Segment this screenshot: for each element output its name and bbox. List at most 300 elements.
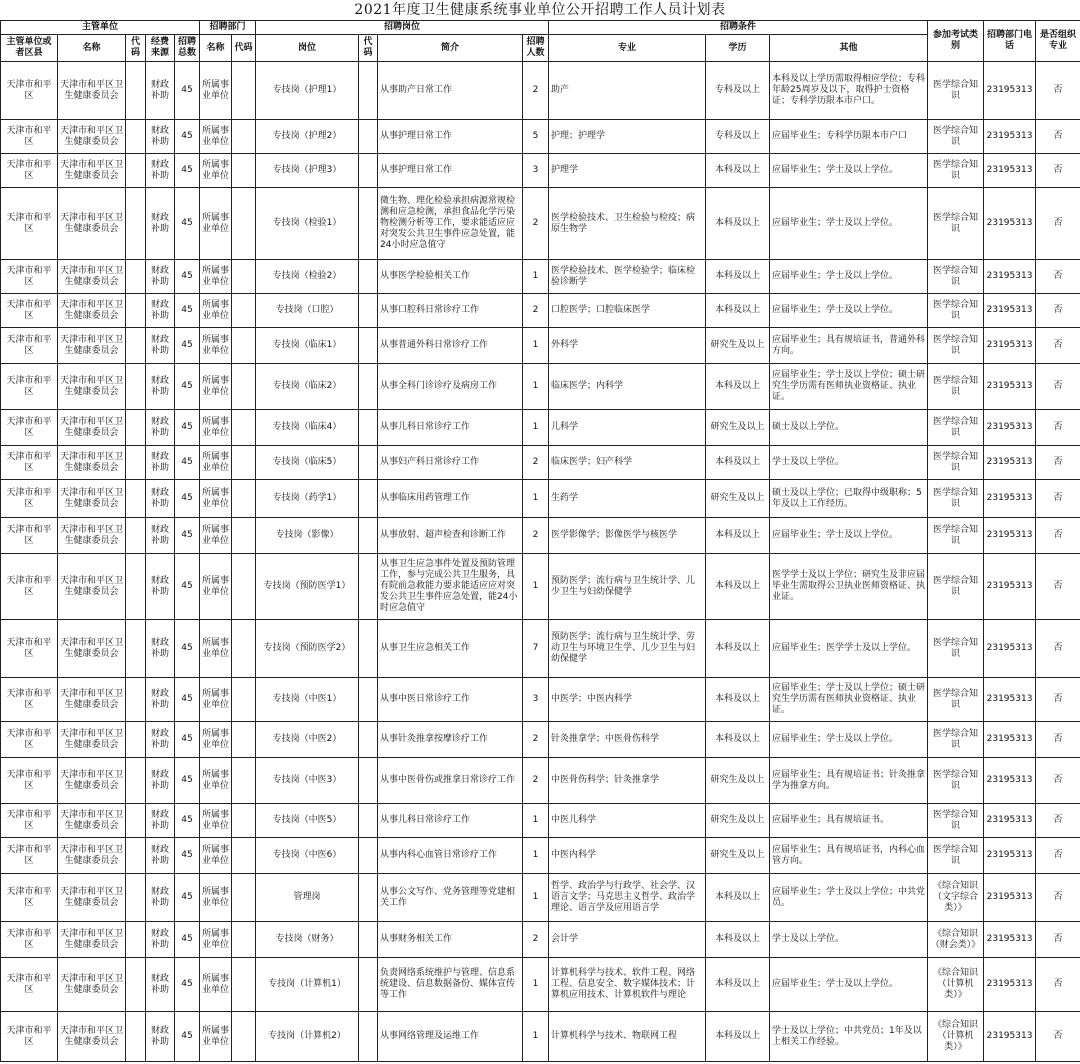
cell-exam: 医学综合知识	[928, 838, 984, 874]
cell-funding: 财政补助	[146, 364, 175, 410]
cell-position-code	[359, 154, 378, 188]
cell-dept-name: 所属事业单位	[200, 410, 232, 446]
cell-dept-name: 所属事业单位	[200, 480, 232, 518]
table-row	[1, 958, 1080, 1012]
cell-description: 从事中医骨伤或推拿日常诊疗工作	[378, 758, 523, 804]
cell-dept-code	[232, 410, 256, 446]
cell-exam: 医学综合知识	[928, 446, 984, 480]
table-row	[1, 838, 1080, 874]
table-row	[1, 62, 1080, 120]
cell-count: 1	[523, 480, 549, 518]
cell-authority-code	[126, 518, 146, 554]
cell-major: 预防医学；流行病与卫生统计学、儿少卫生与妇幼保健学	[549, 554, 706, 620]
cell-region: 天津市和平区	[1, 958, 58, 1012]
cell-education: 研究生及以上	[706, 410, 770, 446]
cell-major: 计算机科学与技术、物联网工程	[549, 1012, 706, 1062]
cell-exam: 医学综合知识	[928, 62, 984, 120]
cell-organized: 否	[1036, 758, 1080, 804]
cell-dept-name: 所属事业单位	[200, 874, 232, 922]
cell-education: 本科及以上	[706, 874, 770, 922]
cell-count: 1	[523, 410, 549, 446]
cell-phone: 23195313	[984, 518, 1036, 554]
cell-funding: 财政补助	[146, 1012, 175, 1062]
cell-position-code	[359, 1012, 378, 1062]
cell-total: 45	[175, 480, 200, 518]
cell-authority-code	[126, 1012, 146, 1062]
cell-organized: 否	[1036, 678, 1080, 722]
cell-position-code	[359, 554, 378, 620]
cell-position: 专技岗（临床2）	[256, 364, 359, 410]
cell-position-code	[359, 188, 378, 260]
cell-dept-code	[232, 154, 256, 188]
cell-position: 专技岗（中医2）	[256, 722, 359, 758]
cell-major: 针灸推拿学；中医骨伤科学	[549, 722, 706, 758]
table-row	[1, 922, 1080, 958]
cell-major: 口腔医学；口腔临床医学	[549, 294, 706, 328]
cell-organized: 否	[1036, 620, 1080, 678]
cell-education: 本科及以上	[706, 620, 770, 678]
cell-exam: 医学综合知识	[928, 518, 984, 554]
cell-other: 应届毕业生；具有规培证书，普通外科方向。	[770, 328, 928, 364]
cell-phone: 23195313	[984, 62, 1036, 120]
cell-position: 专技岗（临床4）	[256, 410, 359, 446]
cell-dept-code	[232, 722, 256, 758]
cell-count: 2	[523, 722, 549, 758]
cell-region: 天津市和平区	[1, 410, 58, 446]
cell-authority: 天津市和平区卫生健康委员会	[58, 922, 126, 958]
cell-dept-code	[232, 758, 256, 804]
cell-funding: 财政补助	[146, 410, 175, 446]
cell-authority: 天津市和平区卫生健康委员会	[58, 62, 126, 120]
cell-other: 硕士及以上学位；已取得中级职称；5年及以上工作经历。	[770, 480, 928, 518]
cell-exam: 《综合知识（计算机类）》	[928, 1012, 984, 1062]
cell-total: 45	[175, 328, 200, 364]
table-row	[1, 154, 1080, 188]
cell-position: 专技岗（护理1）	[256, 62, 359, 120]
cell-count: 1	[523, 958, 549, 1012]
cell-funding: 财政补助	[146, 758, 175, 804]
cell-region: 天津市和平区	[1, 446, 58, 480]
cell-position: 专技岗（预防医学2）	[256, 620, 359, 678]
cell-region: 天津市和平区	[1, 260, 58, 294]
cell-education: 本科及以上	[706, 554, 770, 620]
table-row	[1, 1012, 1080, 1062]
cell-other: 本科及以上学历需取得相应学位；专科年龄25周岁及以下，取得护士资格证；专科学历限本市户口。	[770, 62, 928, 120]
cell-region: 天津市和平区	[1, 922, 58, 958]
cell-exam: 医学综合知识	[928, 188, 984, 260]
cell-description: 从事放射、超声检查和诊断工作	[378, 518, 523, 554]
cell-major: 计算机科学与技术、软件工程、网络工程、信息安全、数字媒体技术；计算机应用技术、计算机软件与理论	[549, 958, 706, 1012]
cell-organized: 否	[1036, 554, 1080, 620]
cell-education: 本科及以上	[706, 188, 770, 260]
cell-description: 从事妇产科日常诊疗工作	[378, 446, 523, 480]
cell-dept-name: 所属事业单位	[200, 804, 232, 838]
cell-organized: 否	[1036, 120, 1080, 154]
cell-exam: 医学综合知识	[928, 722, 984, 758]
cell-position-code	[359, 62, 378, 120]
cell-dept-code	[232, 922, 256, 958]
cell-authority-code	[126, 958, 146, 1012]
table-row	[1, 446, 1080, 480]
cell-funding: 财政补助	[146, 518, 175, 554]
cell-organized: 否	[1036, 518, 1080, 554]
cell-other: 学士及以上学位。	[770, 446, 928, 480]
cell-position-code	[359, 364, 378, 410]
cell-position: 专技岗（中医5）	[256, 804, 359, 838]
cell-position-code	[359, 804, 378, 838]
cell-phone: 23195313	[984, 188, 1036, 260]
cell-authority-code	[126, 678, 146, 722]
cell-organized: 否	[1036, 446, 1080, 480]
cell-phone: 23195313	[984, 678, 1036, 722]
cell-dept-name: 所属事业单位	[200, 154, 232, 188]
cell-position: 专技岗（财务）	[256, 922, 359, 958]
cell-authority: 天津市和平区卫生健康委员会	[58, 620, 126, 678]
cell-funding: 财政补助	[146, 838, 175, 874]
header-authority-code: 代码	[126, 35, 146, 62]
cell-exam: 医学综合知识	[928, 804, 984, 838]
table-row	[1, 620, 1080, 678]
header-total: 招聘总数	[175, 35, 200, 62]
cell-dept-code	[232, 620, 256, 678]
cell-position: 专技岗（临床5）	[256, 446, 359, 480]
cell-dept-name: 所属事业单位	[200, 518, 232, 554]
cell-position: 专技岗（临床1）	[256, 328, 359, 364]
cell-total: 45	[175, 294, 200, 328]
cell-exam: 医学综合知识	[928, 154, 984, 188]
cell-position: 专技岗（计算机2）	[256, 1012, 359, 1062]
table-row	[1, 188, 1080, 260]
cell-region: 天津市和平区	[1, 554, 58, 620]
cell-position: 专技岗（预防医学1）	[256, 554, 359, 620]
cell-phone: 23195313	[984, 364, 1036, 410]
cell-position: 专技岗（口腔）	[256, 294, 359, 328]
cell-total: 45	[175, 620, 200, 678]
cell-description: 从事针灸推拿按摩诊疗工作	[378, 722, 523, 758]
cell-exam: 医学综合知识	[928, 758, 984, 804]
cell-authority: 天津市和平区卫生健康委员会	[58, 410, 126, 446]
cell-authority: 天津市和平区卫生健康委员会	[58, 518, 126, 554]
cell-education: 研究生及以上	[706, 758, 770, 804]
cell-position-code	[359, 446, 378, 480]
cell-description: 从事医学检验相关工作	[378, 260, 523, 294]
cell-total: 45	[175, 154, 200, 188]
cell-count: 1	[523, 838, 549, 874]
cell-position: 专技岗（计算机1）	[256, 958, 359, 1012]
cell-phone: 23195313	[984, 874, 1036, 922]
cell-funding: 财政补助	[146, 188, 175, 260]
cell-position-code	[359, 922, 378, 958]
cell-position: 专技岗（影像）	[256, 518, 359, 554]
cell-organized: 否	[1036, 328, 1080, 364]
cell-dept-name: 所属事业单位	[200, 1012, 232, 1062]
cell-region: 天津市和平区	[1, 294, 58, 328]
table-row	[1, 758, 1080, 804]
cell-region: 天津市和平区	[1, 678, 58, 722]
cell-education: 本科及以上	[706, 722, 770, 758]
cell-total: 45	[175, 554, 200, 620]
cell-other: 应届毕业生；医学学士及以上学位。	[770, 620, 928, 678]
cell-position-code	[359, 722, 378, 758]
cell-position: 管理岗	[256, 874, 359, 922]
cell-position-code	[359, 518, 378, 554]
cell-authority-code	[126, 260, 146, 294]
cell-dept-code	[232, 294, 256, 328]
cell-total: 45	[175, 804, 200, 838]
cell-authority: 天津市和平区卫生健康委员会	[58, 804, 126, 838]
cell-dept-code	[232, 446, 256, 480]
cell-authority: 天津市和平区卫生健康委员会	[58, 188, 126, 260]
cell-total: 45	[175, 758, 200, 804]
cell-authority-code	[126, 480, 146, 518]
cell-description: 从事临床用药管理工作	[378, 480, 523, 518]
cell-dept-code	[232, 958, 256, 1012]
cell-count: 1	[523, 874, 549, 922]
cell-position: 专技岗（护理3）	[256, 154, 359, 188]
table-row	[1, 554, 1080, 620]
cell-description: 从事全科门诊诊疗及病房工作	[378, 364, 523, 410]
cell-authority-code	[126, 554, 146, 620]
cell-funding: 财政补助	[146, 260, 175, 294]
cell-position: 专技岗（中医1）	[256, 678, 359, 722]
cell-major: 哲学、政治学与行政学、社会学、汉语言文学；马克思主义哲学、政治学理论、语言学及应用语言学	[549, 874, 706, 922]
cell-position: 专技岗（中医3）	[256, 758, 359, 804]
cell-position-code	[359, 874, 378, 922]
cell-other: 应届毕业生；学士及以上学位；硕士研究生学历需有医师执业资格证、执业证。	[770, 364, 928, 410]
header-position: 岗位	[256, 35, 359, 62]
cell-education: 研究生及以上	[706, 328, 770, 364]
cell-position-code	[359, 294, 378, 328]
cell-total: 45	[175, 120, 200, 154]
cell-count: 2	[523, 188, 549, 260]
cell-dept-code	[232, 364, 256, 410]
cell-dept-name: 所属事业单位	[200, 958, 232, 1012]
cell-other: 应届毕业生；学士及以上学位；硕士研究生学历需有医师执业资格证、执业证。	[770, 678, 928, 722]
cell-count: 1	[523, 364, 549, 410]
cell-dept-code	[232, 1012, 256, 1062]
cell-region: 天津市和平区	[1, 758, 58, 804]
cell-exam: 医学综合知识	[928, 480, 984, 518]
cell-phone: 23195313	[984, 328, 1036, 364]
cell-position: 专技岗（中医6）	[256, 838, 359, 874]
cell-total: 45	[175, 410, 200, 446]
cell-dept-name: 所属事业单位	[200, 260, 232, 294]
cell-description: 从事卫生应急相关工作	[378, 620, 523, 678]
cell-dept-code	[232, 188, 256, 260]
cell-organized: 否	[1036, 294, 1080, 328]
cell-dept-code	[232, 518, 256, 554]
cell-dept-name: 所属事业单位	[200, 62, 232, 120]
cell-dept-name: 所属事业单位	[200, 722, 232, 758]
cell-region: 天津市和平区	[1, 518, 58, 554]
cell-phone: 23195313	[984, 620, 1036, 678]
cell-region: 天津市和平区	[1, 120, 58, 154]
cell-other: 应届毕业生；具有规培证书；针灸推拿学为推拿方向。	[770, 758, 928, 804]
cell-total: 45	[175, 364, 200, 410]
cell-other: 医学学士及以上学位；研究生及非应届毕业生需取得公卫执业医师资格证、执业证。	[770, 554, 928, 620]
header-dept-code: 代码	[232, 35, 256, 62]
recruitment-plan-table	[0, 20, 1080, 1062]
header-description: 简介	[378, 35, 523, 62]
header-position-code: 代码	[359, 35, 378, 62]
header-phone: 招聘部门电话	[984, 21, 1036, 62]
cell-dept-code	[232, 554, 256, 620]
cell-phone: 23195313	[984, 922, 1036, 958]
cell-description: 从事口腔科日常诊疗工作	[378, 294, 523, 328]
cell-total: 45	[175, 922, 200, 958]
cell-position-code	[359, 620, 378, 678]
cell-funding: 财政补助	[146, 480, 175, 518]
cell-education: 研究生及以上	[706, 480, 770, 518]
cell-funding: 财政补助	[146, 620, 175, 678]
cell-dept-name: 所属事业单位	[200, 446, 232, 480]
cell-count: 1	[523, 1012, 549, 1062]
cell-authority: 天津市和平区卫生健康委员会	[58, 758, 126, 804]
cell-other: 应届毕业生；学士及以上学位。	[770, 722, 928, 758]
cell-position: 专技岗（护理2）	[256, 120, 359, 154]
cell-dept-code	[232, 874, 256, 922]
group-header-position: 招聘岗位	[256, 21, 549, 35]
cell-funding: 财政补助	[146, 722, 175, 758]
group-header-department: 招聘部门	[200, 21, 256, 35]
cell-authority-code	[126, 62, 146, 120]
cell-major: 临床医学；内科学	[549, 364, 706, 410]
cell-count: 1	[523, 260, 549, 294]
group-header-conditions: 招聘条件	[549, 21, 928, 35]
cell-total: 45	[175, 1012, 200, 1062]
cell-organized: 否	[1036, 480, 1080, 518]
header-funding: 经费来源	[146, 35, 175, 62]
cell-total: 45	[175, 188, 200, 260]
cell-description: 微生物、理化检验承担病源常规检测和应急检测，承担食品化学污染物检测分析等工作，要求能适应应对突发公共卫生事件应急处置，能24小时应急值守	[378, 188, 523, 260]
cell-authority: 天津市和平区卫生健康委员会	[58, 328, 126, 364]
cell-organized: 否	[1036, 838, 1080, 874]
table-row	[1, 874, 1080, 922]
cell-education: 本科及以上	[706, 364, 770, 410]
cell-position-code	[359, 758, 378, 804]
cell-organized: 否	[1036, 364, 1080, 410]
cell-position-code	[359, 838, 378, 874]
cell-education: 研究生及以上	[706, 804, 770, 838]
cell-dept-name: 所属事业单位	[200, 838, 232, 874]
cell-other: 应届毕业生；学士及以上学位。	[770, 154, 928, 188]
cell-education: 专科及以上	[706, 62, 770, 120]
cell-phone: 23195313	[984, 1012, 1036, 1062]
cell-organized: 否	[1036, 958, 1080, 1012]
cell-region: 天津市和平区	[1, 804, 58, 838]
cell-dept-name: 所属事业单位	[200, 294, 232, 328]
cell-education: 本科及以上	[706, 294, 770, 328]
cell-dept-name: 所属事业单位	[200, 678, 232, 722]
cell-position: 专技岗（检验2）	[256, 260, 359, 294]
cell-count: 2	[523, 518, 549, 554]
cell-description: 从事儿科日常诊疗工作	[378, 804, 523, 838]
cell-organized: 否	[1036, 410, 1080, 446]
cell-dept-name: 所属事业单位	[200, 364, 232, 410]
cell-organized: 否	[1036, 874, 1080, 922]
cell-phone: 23195313	[984, 260, 1036, 294]
cell-exam: 医学综合知识	[928, 328, 984, 364]
cell-dept-code	[232, 838, 256, 874]
cell-funding: 财政补助	[146, 120, 175, 154]
cell-region: 天津市和平区	[1, 838, 58, 874]
header-organized: 是否组织专业	[1036, 21, 1080, 62]
cell-education: 本科及以上	[706, 678, 770, 722]
cell-authority: 天津市和平区卫生健康委员会	[58, 958, 126, 1012]
cell-organized: 否	[1036, 260, 1080, 294]
cell-other: 应届毕业生；学士及以上学位；中共党员。	[770, 874, 928, 922]
cell-description: 从事网络管理及运维工作	[378, 1012, 523, 1062]
table-row	[1, 678, 1080, 722]
cell-authority-code	[126, 188, 146, 260]
cell-count: 1	[523, 554, 549, 620]
cell-major: 儿科学	[549, 410, 706, 446]
cell-authority-code	[126, 804, 146, 838]
cell-authority: 天津市和平区卫生健康委员会	[58, 294, 126, 328]
cell-other: 应届毕业生；学士及以上学位。	[770, 518, 928, 554]
cell-position-code	[359, 328, 378, 364]
cell-authority: 天津市和平区卫生健康委员会	[58, 446, 126, 480]
cell-total: 45	[175, 958, 200, 1012]
cell-exam: 医学综合知识	[928, 410, 984, 446]
cell-major: 医学检验技术、卫生检验与检疫；病原生物学	[549, 188, 706, 260]
cell-count: 2	[523, 922, 549, 958]
cell-authority: 天津市和平区卫生健康委员会	[58, 838, 126, 874]
header-dept-name: 名称	[200, 35, 232, 62]
cell-authority-code	[126, 874, 146, 922]
cell-dept-code	[232, 804, 256, 838]
cell-total: 45	[175, 722, 200, 758]
cell-major: 护理学	[549, 154, 706, 188]
cell-education: 本科及以上	[706, 518, 770, 554]
cell-funding: 财政补助	[146, 804, 175, 838]
cell-organized: 否	[1036, 804, 1080, 838]
cell-funding: 财政补助	[146, 554, 175, 620]
cell-description: 从事儿科日常诊疗工作	[378, 410, 523, 446]
cell-other: 应届毕业生；学士及以上学位。	[770, 958, 928, 1012]
cell-authority: 天津市和平区卫生健康委员会	[58, 364, 126, 410]
cell-total: 45	[175, 518, 200, 554]
cell-phone: 23195313	[984, 958, 1036, 1012]
cell-exam: 《综合知识（计算机类）》	[928, 958, 984, 1012]
cell-region: 天津市和平区	[1, 328, 58, 364]
table-row	[1, 364, 1080, 410]
cell-major: 会计学	[549, 922, 706, 958]
cell-authority-code	[126, 722, 146, 758]
cell-dept-name: 所属事业单位	[200, 922, 232, 958]
cell-other: 学士及以上学位。	[770, 922, 928, 958]
cell-total: 45	[175, 446, 200, 480]
cell-dept-code	[232, 480, 256, 518]
cell-position: 专技岗（药学1）	[256, 480, 359, 518]
cell-authority: 天津市和平区卫生健康委员会	[58, 722, 126, 758]
cell-authority-code	[126, 120, 146, 154]
cell-dept-code	[232, 328, 256, 364]
cell-authority-code	[126, 410, 146, 446]
cell-major: 中医学；中医内科学	[549, 678, 706, 722]
cell-authority-code	[126, 154, 146, 188]
cell-region: 天津市和平区	[1, 874, 58, 922]
cell-funding: 财政补助	[146, 678, 175, 722]
cell-region: 天津市和平区	[1, 62, 58, 120]
cell-other: 应届毕业生；具有规培证书。	[770, 804, 928, 838]
cell-count: 2	[523, 62, 549, 120]
cell-region: 天津市和平区	[1, 480, 58, 518]
cell-position-code	[359, 410, 378, 446]
table-row	[1, 120, 1080, 154]
cell-dept-code	[232, 62, 256, 120]
cell-exam: 《综合知识（文字综合类）》	[928, 874, 984, 922]
